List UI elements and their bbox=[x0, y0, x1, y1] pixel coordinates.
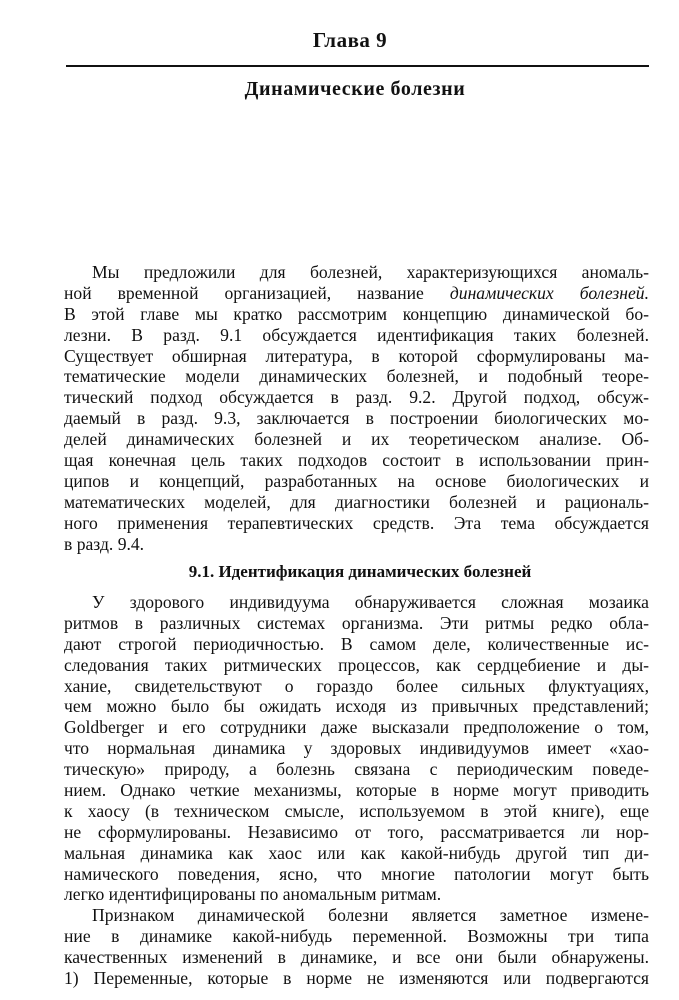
text-line: У здорового индивидуума обнаруживается сложная мозаика bbox=[92, 592, 649, 612]
intro-paragraph bbox=[64, 262, 649, 554]
text-line: к хаосу (в техническом смысле, используемом в этой книге), еще bbox=[64, 800, 649, 821]
section-heading: 9.1. Идентификация динамических болезней bbox=[188, 562, 532, 581]
text-line: намического поведения, ясно, что многие патологии могут быть bbox=[64, 863, 649, 884]
text-line: Признаком динамической болезни является заметное измене- bbox=[92, 905, 649, 926]
text-line: Мы предложили для болезней, характеризующихся аномаль- bbox=[92, 262, 649, 282]
text-line: 1) Переменные, которые в норме не изменяются или подвергаются bbox=[64, 968, 649, 989]
text-line: ципов и концепций, разработанных на основе биологических и bbox=[64, 470, 649, 491]
chapter-label: Глава 9 bbox=[312, 28, 388, 52]
text-line: ние в динамике какой-нибудь переменной. Возможны три типа bbox=[64, 926, 649, 947]
text-line: тическую» природу, а болезнь связана с периодическим поведе- bbox=[64, 759, 649, 780]
text-line: ного применения терапевтических средств. Эта тема обсуждается bbox=[64, 512, 649, 533]
text-line: легко идентифицированы по аномальным ритмам. bbox=[64, 884, 442, 905]
text-line: В этой главе мы кратко рассмотрим концепцию динамической бо- bbox=[64, 303, 649, 324]
text-line: ритмов в различных системах организма. Эти ритмы редко обла- bbox=[64, 612, 649, 633]
text-line: делей динамических болезней и их теоретическом анализе. Об- bbox=[64, 429, 649, 450]
section-body bbox=[64, 592, 649, 989]
text-line: качественных изменений в динамике, и все они были обнаружены. bbox=[64, 947, 649, 968]
text-line: не сформулированы. Независимо от того, рассматривается ли нор- bbox=[64, 821, 649, 842]
text-line: щая конечная цель таких подходов состоит в использовании прин- bbox=[64, 450, 649, 471]
text-line: тический подход обсуждается в разд. 9.2. Другой подход, обсуж- bbox=[64, 387, 649, 408]
text-line: даемый в разд. 9.3, заключается в построении биологических мо- bbox=[64, 408, 649, 429]
text-line: тематические модели динамических болезней, и подобный теоре- bbox=[64, 366, 649, 387]
text-line: мальная динамика как хаос или как какой-нибудь другой тип ди- bbox=[64, 842, 649, 863]
text-line bbox=[64, 283, 649, 304]
text-line: лезни. В разд. 9.1 обсуждается идентификация таких болезней. bbox=[64, 324, 649, 345]
text-line: Существует обширная литература, в которой сформулированы ма- bbox=[64, 345, 649, 366]
text-line: Goldberger и его сотрудники даже высказали предположение о том, bbox=[64, 717, 649, 738]
chapter-divider bbox=[66, 65, 649, 67]
text-line: что нормальная динамика у здоровых индивидуумов имеет «хао- bbox=[64, 738, 649, 759]
text-line: математических моделей, для диагностики болезней и рациональ- bbox=[64, 491, 649, 512]
text-line: чем можно было бы ожидать исходя из привычных представлений; bbox=[64, 696, 649, 717]
chapter-title: Динамические болезни bbox=[244, 78, 466, 100]
text-line: нием. Однако четкие механизмы, которые в норме могут приводить bbox=[64, 780, 649, 801]
text-line: следования таких ритмических процессов, как сердцебиение и ды- bbox=[64, 654, 649, 675]
text-line: хание, свидетельствуют о гораздо более сильных флуктуациях, bbox=[64, 675, 649, 696]
text-line: дают строгой периодичностью. В самом деле, количественные ис- bbox=[64, 633, 649, 654]
text-fragment: ной временной организацией, название bbox=[64, 282, 424, 303]
text-line: в разд. 9.4. bbox=[64, 533, 145, 554]
emphasized-term: динамических болезней. bbox=[449, 282, 649, 303]
